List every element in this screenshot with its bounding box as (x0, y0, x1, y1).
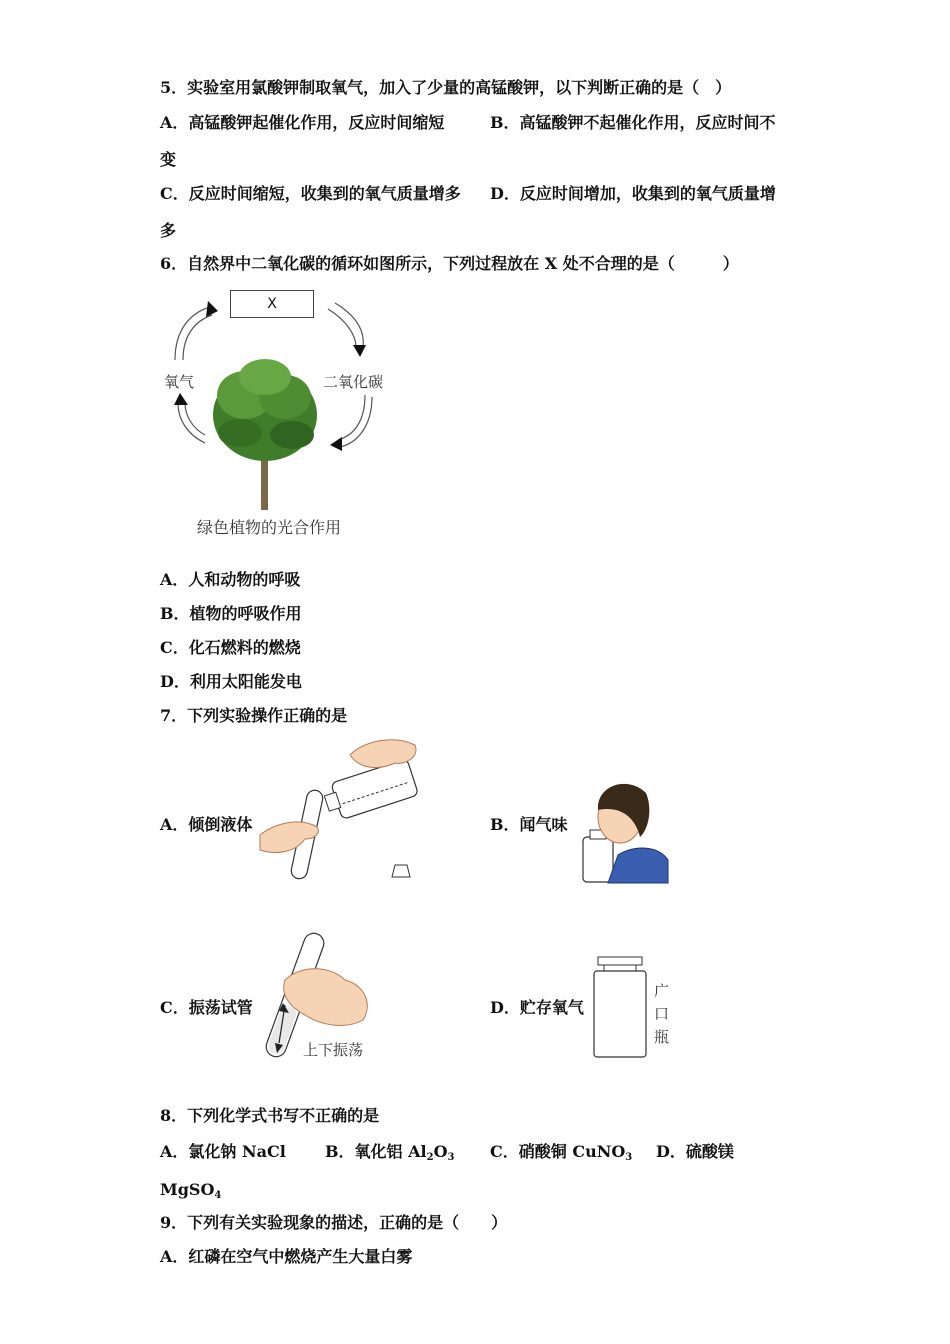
tree-icon (213, 359, 317, 510)
q9-stem: 9．下列有关实验现象的描述，正确的是（ ） (160, 1213, 508, 1232)
diagram-label-oxygen: 氧气 (164, 373, 195, 391)
q8-b-label: B．氧化铝 (325, 1142, 403, 1161)
arrow-head-icon (174, 393, 188, 405)
carbon-cycle-diagram (160, 285, 410, 545)
wide-mouth-bottle-image (590, 955, 650, 1060)
smelling-gas-image (578, 775, 673, 885)
q6-option-b: B．植物的呼吸作用 (160, 604, 302, 623)
caption-shake-up-down: 上下振荡 (303, 1041, 364, 1059)
q8-option-d-formula: MgSO$_4$ (160, 1180, 222, 1201)
pouring-liquid-image (255, 735, 425, 885)
q8-c-label: C．硝酸铜 (490, 1142, 567, 1161)
q8-stem: 8．下列化学式书写不正确的是 (160, 1106, 380, 1125)
q6-option-a: A．人和动物的呼吸 (160, 570, 301, 589)
q6-stem: 6．自然界中二氧化碳的循环如图所示，下列过程放在 X 处不合理的是（ ） (160, 254, 739, 273)
q5-option-b-cont: 变 (160, 150, 177, 169)
q5-option-d-cont: 多 (160, 221, 177, 240)
q7-stem: 7．下列实验操作正确的是 (160, 706, 348, 725)
diagram-label-co2: 二氧化碳 (323, 373, 384, 391)
q8-a-formula: NaCl (242, 1142, 286, 1161)
q5-option-c: C．反应时间缩短，收集到的氧气质量增多 (160, 184, 461, 203)
q5-option-a: A．高锰酸钾起催化作用，反应时间缩短 (160, 113, 445, 132)
caption-kou: 口 (654, 1005, 670, 1023)
q8-c-formula: CuNO$_3$ (572, 1142, 633, 1163)
q6-option-d: D．利用太阳能发电 (160, 672, 302, 691)
q8-a-label: A．氯化钠 (160, 1142, 237, 1161)
q8-option-b (325, 1142, 454, 1168)
q9-option-a: A．红磷在空气中燃烧产生大量白雾 (160, 1247, 413, 1266)
q7-option-c: C．振荡试管 (160, 998, 253, 1017)
arrow-head-icon (206, 301, 218, 317)
q8-option-d: D．硫酸镁 (656, 1142, 734, 1161)
caption-ping: 瓶 (654, 1028, 670, 1046)
q8-b-formula: $Al_2O_3$ (408, 1142, 455, 1163)
q7-option-a: A．倾倒液体 (160, 815, 253, 834)
q5-option-d: D．反应时间增加，收集到的氧气质量增 (490, 184, 776, 203)
q5-stem: 5．实验室用氯酸钾制取氧气，加入了少量的高锰酸钾，以下判断正确的是（ ） (160, 78, 732, 97)
q7-option-b: B．闻气味 (490, 815, 568, 834)
arrow-head-icon (353, 345, 366, 357)
diagram-x-box: X (230, 290, 314, 318)
q6-option-c: C．化石燃料的燃烧 (160, 638, 301, 657)
q7-option-d: D．贮存氧气 (490, 998, 584, 1017)
q8-option-c (490, 1142, 632, 1168)
q5-option-b: B．高锰酸钾不起催化作用，反应时间不 (490, 113, 776, 132)
caption-guang: 广 (654, 982, 670, 1000)
q8-option-a (160, 1142, 286, 1162)
diagram-label-photosynthesis: 绿色植物的光合作用 (197, 518, 342, 537)
arrow-head-icon (330, 437, 342, 451)
cycle-arrows (160, 285, 410, 545)
